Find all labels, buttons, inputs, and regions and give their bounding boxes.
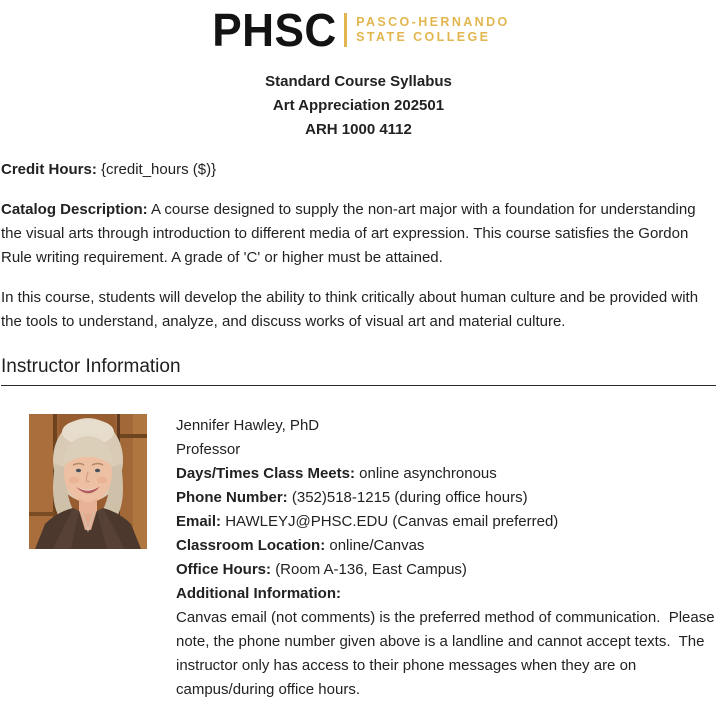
- field-classroom-location: [176, 534, 716, 558]
- college-logo: [1, 0, 716, 56]
- credit-hours-value: {credit_hours ($)}: [101, 161, 217, 178]
- logo-college-name: [356, 15, 510, 45]
- instructor-information-heading: Instructor Information: [1, 356, 716, 386]
- catalog-description: [1, 198, 716, 270]
- field-phone-value: (352)518-1215 (during office hours): [291, 489, 528, 506]
- field-office-hours: [176, 558, 716, 582]
- field-office-hours-value: (Room A-136, East Campus): [275, 561, 467, 578]
- field-classroom-location-label: Classroom Location:: [176, 537, 326, 554]
- field-days-times-value: online asynchronous: [359, 465, 497, 482]
- logo-college-name-line2: STATE COLLEGE: [356, 30, 491, 44]
- catalog-description-text: A course designed to supply the non-art major with a foundation for understanding the visual arts through introduction to different media of art expression. This course satisfies the Gordon Rule writing requirement. A grade of 'C' or higher must be attained.: [1, 201, 696, 266]
- logo-divider: [344, 13, 347, 47]
- additional-information-text: Canvas email (not comments) is the preferred method of communication. Please note, the phone number given above is a landline and cannot accept texts. The instructor only has access to their phone messages when they are on campus/during office hours.: [176, 609, 719, 698]
- instructor-details: [176, 414, 719, 702]
- field-additional-information-label: Additional Information:: [176, 585, 341, 602]
- course-intro-paragraph: In this course, students will develop the ability to think critically about human culture and be provided with the tools to understand, analyze, and discuss works of visual art and material culture.: [1, 289, 699, 330]
- instructor-portrait-graphic: [29, 414, 147, 549]
- instructor-photo: [29, 414, 147, 549]
- course-code: ARH 1000 4112: [305, 121, 412, 138]
- instructor-name: Jennifer Hawley, PhD: [176, 417, 320, 434]
- field-email-label: Email:: [176, 513, 222, 530]
- instructor-block: [1, 414, 719, 702]
- logo-acronym-text: PHSC: [212, 4, 338, 56]
- credit-hours-label: Credit Hours:: [1, 161, 97, 178]
- field-email: [176, 510, 716, 534]
- field-phone: [176, 486, 716, 510]
- field-phone-label: Phone Number:: [176, 489, 288, 506]
- field-days-times: [176, 462, 716, 486]
- field-days-times-label: Days/Times Class Meets:: [176, 465, 355, 482]
- logo-college-name-line1: PASCO-HERNANDO: [356, 15, 510, 29]
- field-classroom-location-value: online/Canvas: [329, 537, 425, 554]
- syllabus-title: Standard Course Syllabus: [265, 73, 452, 90]
- field-office-hours-label: Office Hours:: [176, 561, 272, 578]
- field-email-value: HAWLEYJ@PHSC.EDU (Canvas email preferred): [225, 513, 559, 530]
- instructor-title: Professor: [176, 441, 241, 458]
- credit-hours-line: [1, 158, 716, 182]
- document-title-block: [1, 70, 716, 142]
- field-additional-information: [176, 582, 716, 606]
- catalog-description-label: Catalog Description:: [1, 201, 148, 218]
- course-name: Art Appreciation 202501: [272, 97, 445, 114]
